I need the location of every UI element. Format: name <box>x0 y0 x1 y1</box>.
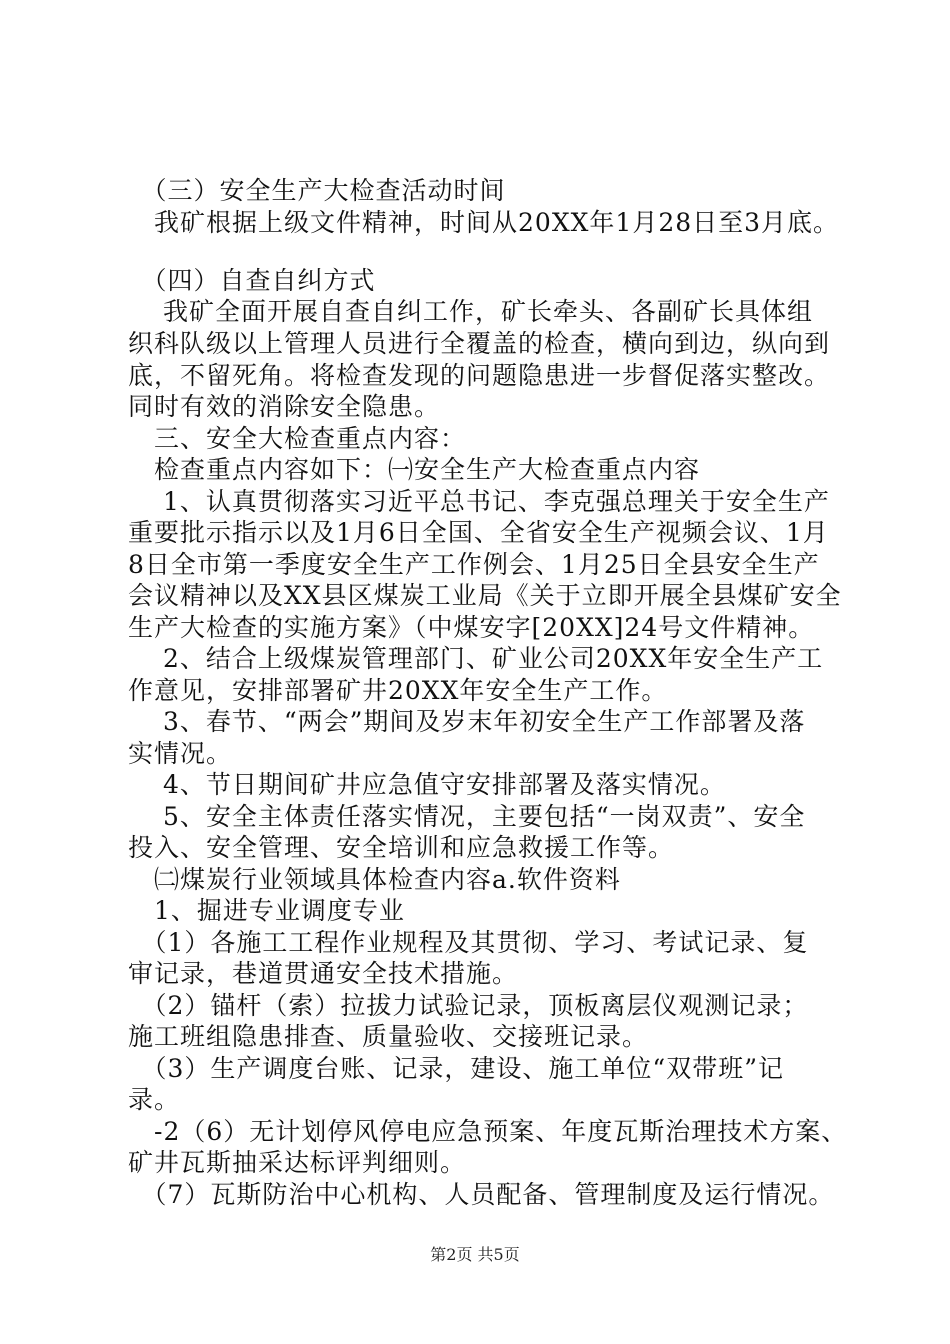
paragraph-line: 会议精神以及XX县区煤炭工业局《关于立即开展全县煤矿安全 <box>128 581 842 610</box>
paragraph-line: 我矿全面开展自查自纠工作，矿长牵头、各副矿长具体组 <box>128 297 813 326</box>
paragraph-line: -2（6）无计划停风停电应急预案、年度瓦斯治理技术方案、 <box>128 1117 848 1146</box>
paragraph-line: （1）各施工工程作业规程及其贯彻、学习、考试记录、复 <box>128 928 809 957</box>
paragraph-line: 5、安全主体责任落实情况，主要包括“一岗双责”、安全 <box>128 802 806 831</box>
paragraph-line: 生产大检查的实施方案》（中煤安字[20XX]24号文件精神。 <box>128 613 815 642</box>
paragraph-line: 审记录，巷道贯通安全技术措施。 <box>128 959 519 988</box>
paragraph-line: 2、结合上级煤炭管理部门、矿业公司20XX年安全生产工 <box>128 644 824 673</box>
paragraph-line: 我矿根据上级文件精神，时间从20XX年1月28日至3月底。 <box>128 208 840 237</box>
paragraph-line: （3）生产调度台账、记录，建设、施工单位“双带班”记 <box>128 1054 784 1083</box>
paragraph-line: 1、认真贯彻落实习近平总书记、李克强总理关于安全生产 <box>128 487 830 516</box>
paragraph-line: ㈡煤炭行业领域具体检查内容a.软件资料 <box>128 865 621 894</box>
paragraph-line: 3、春节、“两会”期间及岁末年初安全生产工作部署及落 <box>128 707 806 736</box>
paragraph-line: 实情况。 <box>128 739 233 768</box>
section-heading-key-content: 三、安全大检查重点内容： <box>128 424 467 453</box>
paragraph-line: 同时有效的消除安全隐患。 <box>128 392 441 421</box>
paragraph-line: 底，不留死角。将检查发现的问题隐患进一步督促落实整改。 <box>128 361 831 390</box>
paragraph-line: 投入、安全管理、安全培训和应急救援工作等。 <box>128 833 675 862</box>
paragraph-line: 作意见，安排部署矿井20XX年安全生产工作。 <box>128 676 668 705</box>
paragraph-line: 1、掘进专业调度专业 <box>128 896 405 925</box>
paragraph-line: 重要批示指示以及1月6日全国、全省安全生产视频会议、1月 <box>128 518 829 547</box>
paragraph-line: 织科队级以上管理人员进行全覆盖的检查，横向到边，纵向到 <box>128 329 831 358</box>
paragraph-line: 8日全市第一季度安全生产工作例会、1月25日全县安全生产 <box>128 550 820 579</box>
paragraph-line: （7）瓦斯防治中心机构、人员配备、管理制度及运行情况。 <box>128 1180 835 1209</box>
paragraph-line: 录。 <box>128 1085 181 1114</box>
section-heading-4: （四）自查自纠方式 <box>128 266 376 295</box>
paragraph-line: 施工班组隐患排查、质量验收、交接班记录。 <box>128 1022 649 1051</box>
page-number-footer: 第2页 共5页 <box>430 1245 520 1264</box>
paragraph-line: （2）锚杆（索）拉拔力试验记录，顶板离层仪观测记录； <box>128 991 809 1020</box>
section-heading-3: （三）安全生产大检查活动时间 <box>128 176 506 205</box>
paragraph-line: 检查重点内容如下：㈠安全生产大检查重点内容 <box>128 455 701 484</box>
paragraph-line: 矿井瓦斯抽采达标评判细则。 <box>128 1148 467 1177</box>
paragraph-line: 4、节日期间矿井应急值守安排部署及落实情况。 <box>128 770 726 799</box>
